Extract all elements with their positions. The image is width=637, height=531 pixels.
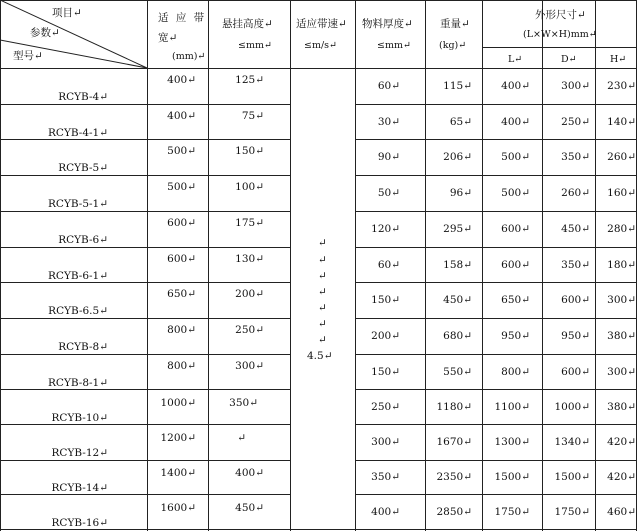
dim-l-cell: 650↵ <box>501 294 530 306</box>
model-cell: RCYB-5-1↵ <box>48 198 109 210</box>
dim-l-cell: 1750↵ <box>494 505 530 518</box>
weight-cell: 550↵ <box>443 365 472 378</box>
grid-line <box>0 318 290 319</box>
weight-cell: 206↵ <box>443 151 472 163</box>
header-hang-height-unit: ≤mm↵ <box>238 40 272 51</box>
header-weight-unit: (kg)↵ <box>439 40 467 51</box>
weight-cell: 295↵ <box>443 223 472 235</box>
model-cell: RCYB-4-1↵ <box>48 126 109 139</box>
hang-height-cell: 200↵ <box>235 288 264 300</box>
grid-line <box>355 354 637 355</box>
material-thickness-cell: 150↵ <box>371 365 400 378</box>
dim-d-cell: 450↵ <box>561 223 590 235</box>
weight-cell: 2850↵ <box>436 505 472 518</box>
header-dim-l: L↵ <box>508 54 523 65</box>
grid-line <box>0 494 290 495</box>
header-dimensions: 外形尺寸↵ <box>535 9 586 21</box>
header-belt-width-unit: (mm)↵ <box>172 51 206 62</box>
model-cell: RCYB-14↵ <box>51 482 108 494</box>
hang-height-cell: 250↵ <box>235 324 264 336</box>
belt-width-cell: 650↵ <box>167 288 196 300</box>
dim-d-cell: 350↵ <box>561 151 590 163</box>
belt-width-cell: 500↵ <box>167 145 196 157</box>
hang-height-cell: 75↵ <box>241 109 264 122</box>
grid-line <box>355 318 637 319</box>
speed-mark: ↵ <box>318 286 327 298</box>
grid-line <box>355 175 637 176</box>
belt-width-cell: 800↵ <box>167 324 196 336</box>
hang-height-cell: 100↵ <box>235 181 264 193</box>
material-thickness-cell: 90↵ <box>377 151 400 163</box>
dim-h-cell: 380↵ <box>607 400 636 413</box>
grid-line <box>355 494 637 495</box>
hang-height-cell: 450↵ <box>235 501 264 514</box>
grid-line <box>0 424 290 425</box>
material-thickness-cell: 50↵ <box>377 187 400 199</box>
grid-line <box>355 139 637 140</box>
belt-width-cell: 1400↵ <box>160 467 196 479</box>
weight-cell: 65↵ <box>449 115 472 128</box>
weight-cell: 96↵ <box>449 187 472 199</box>
dim-l-cell: 500↵ <box>501 151 530 163</box>
material-thickness-cell: 400↵ <box>371 505 400 518</box>
grid-line <box>355 424 637 425</box>
dim-d-cell: 950↵ <box>561 330 590 342</box>
belt-width-cell: 800↵ <box>167 359 196 372</box>
dim-l-cell: 1300↵ <box>494 436 530 448</box>
dim-d-cell: 350↵ <box>561 258 590 271</box>
grid-line <box>0 0 1 531</box>
header-weight: 重量↵ <box>440 18 470 30</box>
belt-width-cell: 500↵ <box>167 181 196 193</box>
dim-d-cell: 250↵ <box>561 115 590 128</box>
dim-l-cell: 800↵ <box>501 365 530 378</box>
belt-width-cell: 600↵ <box>167 217 196 229</box>
hang-height-cell: 130↵ <box>235 252 264 265</box>
model-cell: RCYB-8-1↵ <box>48 376 109 389</box>
model-cell: RCYB-5↵ <box>58 162 108 174</box>
dim-h-cell: 420↵ <box>607 471 636 483</box>
hang-height-cell: 350↵ <box>229 396 258 409</box>
grid-line <box>482 47 637 48</box>
material-thickness-cell: 200↵ <box>371 330 400 342</box>
belt-width-cell: 400↵ <box>167 109 196 122</box>
model-cell: RCYB-6-1↵ <box>48 269 109 282</box>
dim-h-cell: 260↵ <box>607 151 636 163</box>
speed-mark: ↵ <box>318 254 327 266</box>
speed-mark: ↵ <box>318 237 327 249</box>
material-thickness-cell: 350↵ <box>371 471 400 483</box>
header-material-thickness-unit: ≤mm↵ <box>377 40 411 51</box>
grid-line <box>0 104 290 105</box>
weight-cell: 1180↵ <box>436 400 472 413</box>
material-thickness-cell: 150↵ <box>371 294 400 306</box>
grid-line <box>0 247 290 248</box>
dim-h-cell: 280↵ <box>607 223 636 235</box>
weight-cell: 2350↵ <box>436 471 472 483</box>
dim-d-cell: 1000↵ <box>554 400 590 413</box>
dim-l-cell: 1500↵ <box>494 471 530 483</box>
dim-l-cell: 400↵ <box>501 115 530 128</box>
header-belt-width: 适 应 带 <box>158 12 207 24</box>
header-material-thickness: 物料厚度↵ <box>362 18 413 30</box>
grid-line <box>0 354 290 355</box>
dim-h-cell: 180↵ <box>607 258 636 271</box>
grid-line <box>0 139 290 140</box>
dim-l-cell: 600↵ <box>501 223 530 235</box>
belt-width-cell: 1600↵ <box>160 501 196 514</box>
material-thickness-cell: 60↵ <box>377 80 400 92</box>
header-dimensions-formula: (L×W×H)mm↵ <box>523 29 597 40</box>
hang-height-cell: 125↵ <box>235 74 264 86</box>
grid-line <box>355 104 637 105</box>
grid-line <box>0 389 290 390</box>
speed-mark: ↵ <box>318 334 327 346</box>
model-cell: RCYB-4↵ <box>58 91 108 103</box>
header-dim-d: D↵ <box>561 54 577 65</box>
header-param: 参数↵ <box>30 27 60 39</box>
dim-d-cell: 600↵ <box>561 365 590 378</box>
grid-line <box>355 389 637 390</box>
dim-h-cell: 230↵ <box>607 80 636 92</box>
grid-line <box>355 211 637 212</box>
dim-d-cell: 260↵ <box>561 187 590 199</box>
grid-line <box>0 175 290 176</box>
material-thickness-cell: 30↵ <box>377 115 400 128</box>
speed-value: 4.5↵ <box>307 350 333 362</box>
dim-l-cell: 500↵ <box>501 187 530 199</box>
material-thickness-cell: 120↵ <box>371 223 400 235</box>
dim-l-cell: 1100↵ <box>494 400 530 413</box>
grid-line <box>0 529 637 530</box>
material-thickness-cell: 300↵ <box>371 436 400 448</box>
speed-mark: ↵ <box>318 270 327 282</box>
material-thickness-cell: 250↵ <box>371 400 400 413</box>
dim-l-cell: 600↵ <box>501 258 530 271</box>
hang-height-cell: 300↵ <box>235 359 264 372</box>
model-cell: RCYB-10↵ <box>51 411 108 424</box>
speed-mark: ↵ <box>318 302 327 314</box>
hang-height-cell: 400↵ <box>235 467 264 479</box>
weight-cell: 1670↵ <box>436 436 472 448</box>
model-cell: RCYB-6.5↵ <box>48 305 108 317</box>
dim-d-cell: 1500↵ <box>554 471 590 483</box>
belt-width-cell: 600↵ <box>167 252 196 265</box>
dim-h-cell: 380↵ <box>607 330 636 342</box>
header-model: 型号↵ <box>13 50 43 62</box>
grid-line <box>0 282 290 283</box>
weight-cell: 158↵ <box>443 258 472 271</box>
model-cell: RCYB-6↵ <box>58 234 108 246</box>
dim-h-cell: 420↵ <box>607 436 636 448</box>
header-belt-speed: 适应带速↵ <box>296 18 347 30</box>
dim-h-cell: 140↵ <box>607 115 636 128</box>
header-belt-width-2: 宽↵ <box>158 32 178 44</box>
grid-line <box>355 282 637 283</box>
grid-line <box>355 247 637 248</box>
weight-cell: 450↵ <box>443 294 472 306</box>
dim-h-cell: 300↵ <box>607 294 636 306</box>
model-cell: RCYB-12↵ <box>51 447 108 459</box>
hang-height-cell: 150↵ <box>235 145 264 157</box>
header-dim-h: H↵ <box>610 54 627 65</box>
dim-l-cell: 950↵ <box>501 330 530 342</box>
header-hang-height: 悬挂高度↵ <box>222 18 273 30</box>
dim-d-cell: 600↵ <box>561 294 590 306</box>
material-thickness-cell: 60↵ <box>377 258 400 271</box>
weight-cell: 680↵ <box>443 330 472 342</box>
dim-d-cell: 300↵ <box>561 80 590 92</box>
dim-d-cell: 1750↵ <box>554 505 590 518</box>
grid-line <box>290 0 291 531</box>
dim-d-cell: 1340↵ <box>554 436 590 448</box>
speed-mark: ↵ <box>318 318 327 330</box>
dim-h-cell: 300↵ <box>607 365 636 378</box>
dim-h-cell: 160↵ <box>607 187 636 199</box>
header-item: 项目↵ <box>52 7 82 19</box>
weight-cell: 115↵ <box>443 80 472 92</box>
model-cell: RCYB-8↵ <box>58 341 108 353</box>
hang-height-cell: ↵ <box>237 432 246 444</box>
grid-line <box>0 211 290 212</box>
model-cell: RCYB-16↵ <box>51 516 108 529</box>
belt-width-cell: 1200↵ <box>160 432 196 444</box>
grid-line <box>355 460 637 461</box>
header-belt-speed-unit: ≤m/s↵ <box>304 40 338 51</box>
hang-height-cell: 175↵ <box>235 217 264 229</box>
dim-h-cell: 460↵ <box>607 505 636 518</box>
dim-l-cell: 400↵ <box>501 80 530 92</box>
belt-width-cell: 1000↵ <box>160 396 196 409</box>
belt-width-cell: 400↵ <box>167 74 196 86</box>
grid-line <box>0 460 290 461</box>
